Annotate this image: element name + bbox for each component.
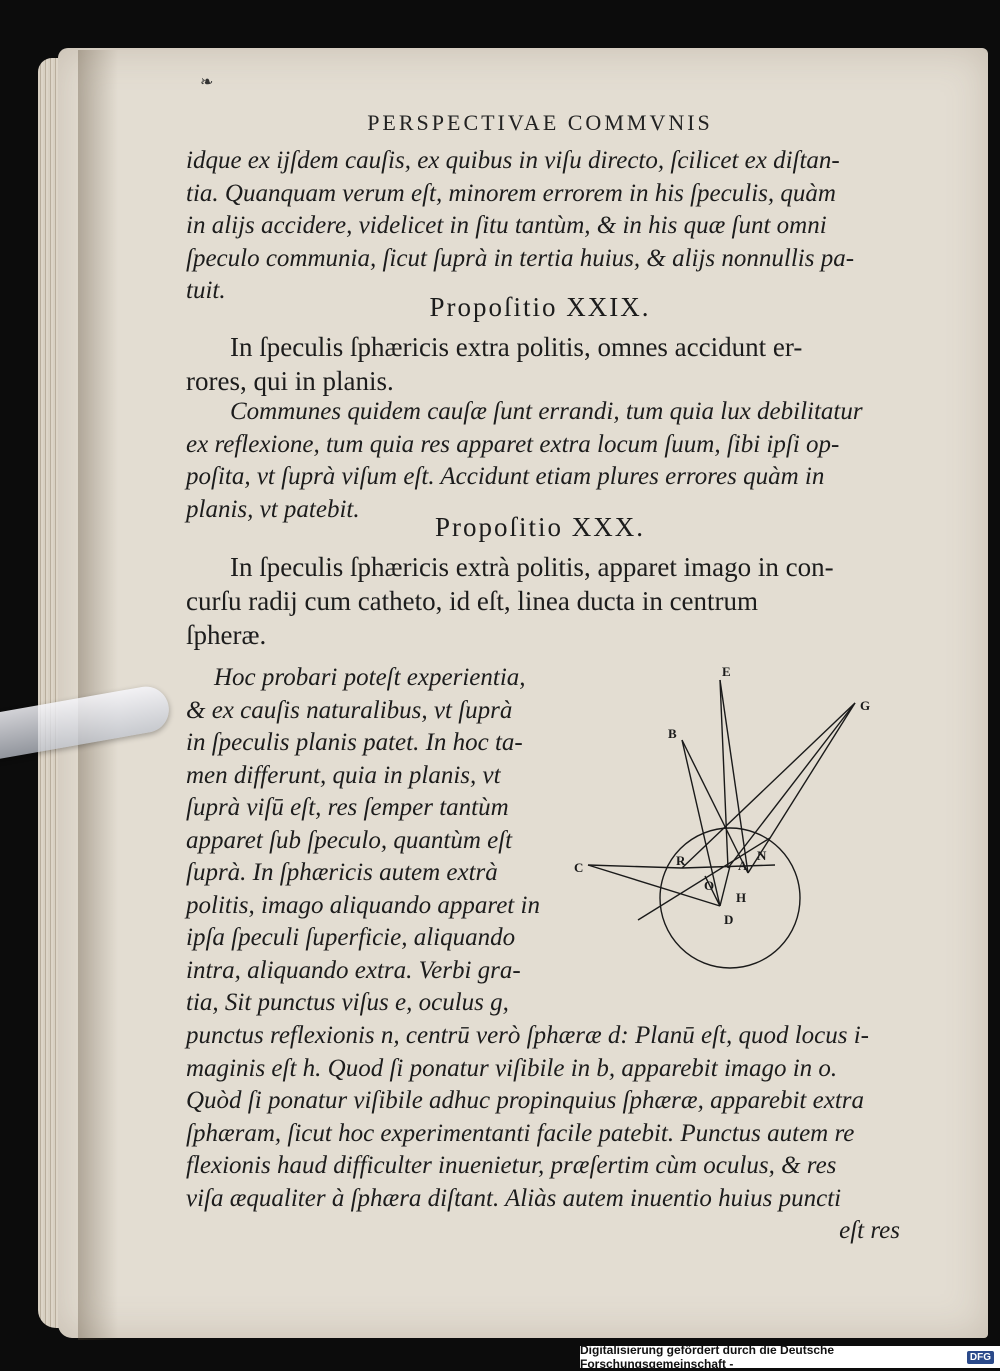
proposition-30-commentary-full (186, 1020, 906, 1248)
digitization-footer (580, 1343, 1000, 1371)
ray-g-r (682, 703, 855, 868)
sphere-circle (660, 828, 800, 968)
label-n: N (757, 848, 767, 863)
text-line: men differunt, quia in planis, vt (186, 761, 501, 789)
running-head: PERSPECTIVAE COMMVNIS (367, 110, 713, 135)
proposition-29-commentary (186, 396, 906, 526)
label-o: O (704, 878, 715, 893)
label-g: G (860, 698, 871, 713)
text-line: intra, aliquando extra. Verbi gra- (186, 956, 521, 984)
text-line: In ſpeculis ſphæricis extrà politis, apparet imago in con- (230, 552, 834, 582)
text-line: Hoc probari poteſt experientia, (214, 664, 526, 691)
label-r: R (676, 853, 686, 868)
text-line: poſita, vt ſuprà viſum eſt. Accidunt etiam plures errores quàm in (186, 463, 825, 490)
dfg-logo: DFG (967, 1351, 994, 1364)
text-line: rores, qui in planis. (186, 366, 394, 396)
footer-text: Digitalisierung gefördert durch die Deutsche Forschungsgemeinschaft - (580, 1343, 835, 1371)
text-line: ſpeculo communia, ſicut ſuprà in tertia huius, & alijs nonnullis pa- (186, 244, 855, 272)
proposition-29-heading: Propoſitio XXIX. (429, 292, 651, 322)
text-line: tia. Quanquam verum eſt, minorem errorem in his ſpeculis, quàm (186, 179, 836, 207)
ray-g-a (728, 703, 855, 868)
label-c: C (574, 860, 584, 875)
proposition-30-statement (186, 550, 906, 652)
text-line: viſa æqualiter à ſphæra diſtant. Aliàs autem inuentio huius puncti (186, 1184, 842, 1212)
text-line: politis, imago aliquando apparet in (186, 891, 540, 919)
page-mark: ❧ (200, 72, 214, 91)
text-line: apparet ſub ſpeculo, quantùm eſt (186, 826, 513, 854)
text-line: idque ex ijſdem cauſis, ex quibus in viſu directo, ſcilicet ex diſtan- (186, 147, 840, 174)
text-line: ſuprà. In ſphæricis autem extrà (186, 859, 498, 886)
paragraph-continuation (186, 145, 906, 308)
catchword: eſt res (839, 1217, 900, 1244)
text-line: ſpheræ. (186, 620, 267, 650)
text-line: ipſa ſpeculi ſuperficie, aliquando (186, 924, 516, 951)
proposition-30-commentary-left (186, 662, 586, 1020)
text-line: flexionis haud difficulter inuenietur, præſertim cùm oculus, & res (186, 1152, 837, 1179)
label-h: H (736, 890, 747, 905)
text-line: tia, Sit punctus viſus e, oculus g, (186, 989, 509, 1016)
text-line: Communes quidem cauſæ ſunt errandi, tum quia lux debilitatur (230, 398, 863, 425)
proposition-30-heading: Propoſitio XXX. (434, 512, 645, 542)
text-line: curſu radij cum catheto, id eſt, linea ducta in centrum (186, 586, 759, 616)
text-line: ex reflexione, tum quia res apparet extra locum ſuum, ſibi ipſi op- (186, 430, 840, 458)
text-line: maginis eſt h. Quod ſi ponatur viſibile in b, apparebit imago in o. (186, 1054, 838, 1082)
text-line: & ex cauſis naturalibus, vt ſuprà (186, 696, 513, 724)
catheto (720, 866, 730, 906)
text-line: ſuprà viſū eſt, res ſemper tantùm (186, 794, 509, 821)
text-line: in ſpeculis planis patet. In hoc ta- (186, 729, 523, 756)
text-line: punctus reflexionis n, centrū verò ſphæræ d: Planū eſt, quod locus i- (186, 1022, 870, 1049)
text-line: Quòd ſi ponatur viſibile adhuc propinquius ſphæræ, apparebit extra (186, 1087, 864, 1114)
text-line: planis, vt patebit. (186, 495, 360, 523)
label-b: B (668, 726, 677, 741)
proposition-29-statement (186, 330, 906, 398)
label-d: D (724, 912, 734, 927)
text-line: in alijs accidere, videlicet in ſitu tantùm, & in his quæ ſunt omni (186, 212, 827, 239)
reflection-diagram (570, 658, 900, 988)
text-line: In ſpeculis ſphæricis extra politis, omnes accidunt er- (230, 332, 803, 362)
ray-c-d (588, 865, 720, 906)
label-e: E (722, 664, 731, 679)
text-line: tuit. (186, 277, 226, 304)
text-line: ſphæram, ſicut hoc experimentanti facile patebit. Punctus autem re (186, 1119, 855, 1147)
label-a: A (738, 858, 748, 873)
